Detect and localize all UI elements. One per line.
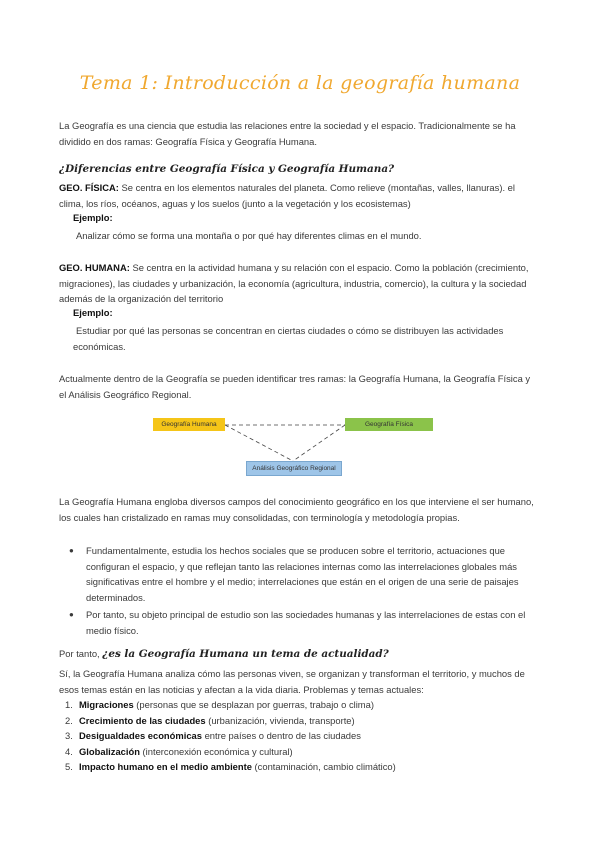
page-title: Tema 1: Introducción a la geografía humana: [79, 72, 521, 94]
bullet-text: Fundamentalmente, estudia los hechos sociales que se producen sobre el territorio, actuaciones que configuran el espacio, y que reflejan tanto las relaciones internas como las interrelaciones globales más significativas entre el hombre y el medio; interrelaciones que están en el origen de una serie de paisajes determinados.: [86, 545, 519, 603]
humana-paragraph: [59, 260, 539, 307]
humana-text: Se centra en la actividad humana y su relación con el espacio. Como la población (crecimiento, migraciones), las ciudades y urbanización, la economía (agricultura, industria, comercio), la cultura y la sociedad además de la organización del territorio: [59, 262, 529, 304]
humana-example-label: Ejemplo:: [73, 307, 113, 318]
item-bold: Crecimiento de las ciudades: [79, 714, 206, 726]
section2-heading: ¿es la Geografía Humana un tema de actualidad?: [102, 648, 389, 660]
item-number: 2.: [65, 714, 73, 726]
item-number: 1.: [65, 699, 73, 710]
fisica-label: GEO. FÍSICA:: [59, 182, 119, 193]
box-geografia-fisica: Geografía Física: [345, 418, 433, 431]
item-bold: Globalización: [79, 745, 140, 757]
list-item: [59, 744, 539, 760]
item-number: 3.: [65, 730, 73, 741]
intro-paragraph: La Geografía es una ciencia que estudia las relaciones entre la sociedad y el espacio. Tradicionalmente se ha dividido en dos ramas: Geografía Física y Geografía Humana.: [59, 120, 516, 147]
humana-example-text: Estudiar por qué las personas se concentran en ciertas ciudades o cómo se distribuyen las actividades económicas.: [73, 325, 504, 352]
fisica-example-label: Ejemplo:: [73, 212, 113, 223]
ramas-paragraph: Actualmente dentro de la Geografía se pueden identificar tres ramas: la Geografía Humana, la Geografía Física y el Análisis Geográfico Regional.: [59, 373, 531, 400]
item-rest: entre países o dentro de las ciudades: [201, 730, 361, 741]
ramas-diagram: [150, 408, 440, 478]
item-rest: (contaminación, cambio climático): [251, 761, 396, 772]
item-number: 4.: [65, 745, 73, 757]
section2-prefix: Por tanto,: [59, 648, 103, 659]
humana-label: GEO. HUMANA:: [59, 262, 130, 273]
bullet-icon: ●: [69, 610, 74, 619]
item-rest: (interconexión económica y cultural): [139, 745, 293, 757]
bullet-icon: ●: [69, 546, 74, 555]
list-item: [59, 713, 539, 729]
list-item: [59, 759, 539, 775]
list-item: [59, 697, 539, 713]
bullet-text: Por tanto, su objeto principal de estudio son las sociedades humanas y las interrelaciones de estas con el medio físico.: [86, 609, 526, 636]
section2-heading-line: [59, 648, 389, 660]
list-item: [59, 728, 539, 744]
item-rest: (urbanización, vivienda, transporte): [205, 714, 355, 726]
fisica-paragraph: [59, 180, 539, 211]
bullet-list: [59, 543, 539, 640]
item-bold: Impacto humano en el medio ambiente: [79, 761, 252, 772]
item-bold: Desigualdades económicas: [79, 730, 202, 741]
section1-heading: ¿Diferencias entre Geografía Física y Geografía Humana?: [59, 163, 395, 175]
fisica-example-text: Analizar cómo se forma una montaña o por qué hay diferentes climas en el mundo.: [76, 230, 422, 241]
item-rest: (personas que se desplazan por guerras, trabajo o clima): [133, 699, 374, 710]
list-item: [59, 543, 539, 605]
connector-right: [293, 425, 345, 461]
list-item: [59, 607, 539, 638]
item-number: 5.: [65, 761, 73, 772]
connector-left: [225, 425, 293, 461]
box-analisis-regional: Análisis Geográfico Regional: [246, 461, 342, 476]
fisica-text: Se centra en los elementos naturales del planeta. Como relieve (montañas, valles, llanuras). el clima, los ríos, océanos, aguas y los suelos (junto a la vegetación y los ecosistemas): [59, 182, 515, 209]
box-geografia-humana: Geografía Humana: [153, 418, 225, 431]
item-bold: Migraciones: [79, 699, 134, 710]
engloba-paragraph: La Geografía Humana engloba diversos campos del conocimiento geográfico en los que interviene el ser humano, los cuales han cristalizado en ramas muy consolidadas, con terminología y metodología propias.: [59, 496, 534, 523]
actualidad-paragraph: Sí, la Geografía Humana analiza cómo las personas viven, se organizan y transforman el territorio, y muchos de esos temas están en las noticias y afectan a la vida diaria. Problemas y temas actuales:: [59, 668, 525, 695]
problems-list: [59, 697, 539, 775]
